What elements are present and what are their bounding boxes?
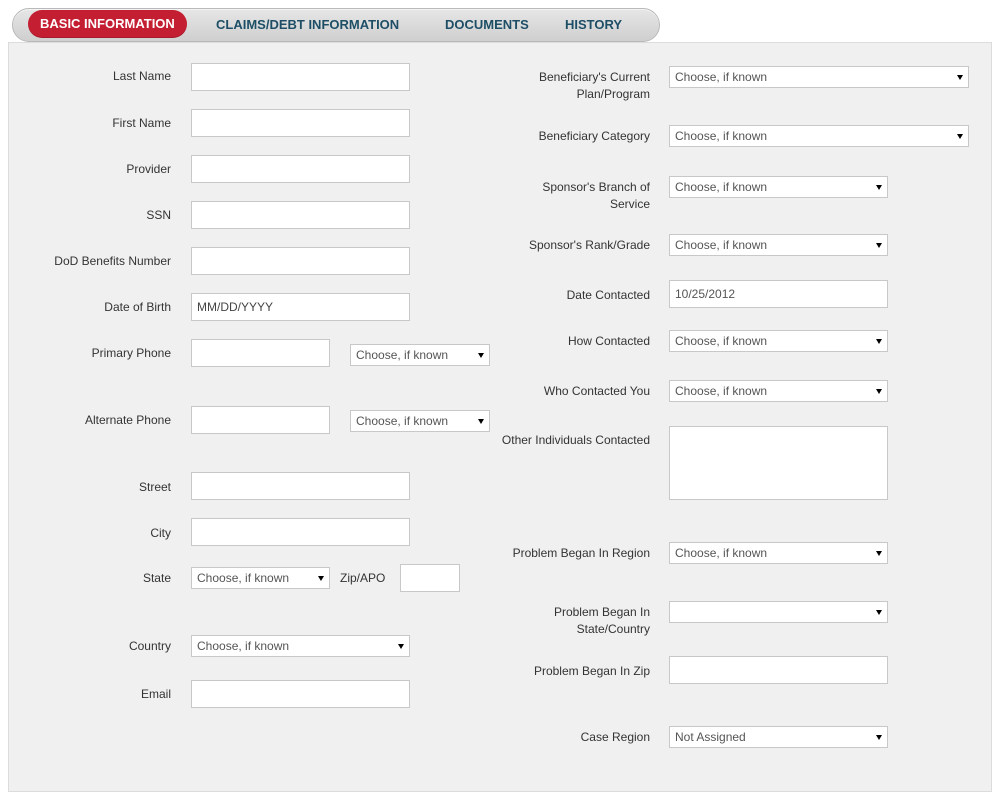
- city-label: City: [150, 526, 171, 540]
- first-name-label: First Name: [112, 116, 171, 130]
- tab-documents[interactable]: DOCUMENTS: [445, 17, 529, 32]
- last-name-label: Last Name: [112, 69, 171, 83]
- who-contacted-select[interactable]: [669, 380, 888, 402]
- tab-history[interactable]: HISTORY: [565, 17, 623, 32]
- tab-claims-debt-information[interactable]: CLAIMS/DEBT INFORMATION: [216, 17, 400, 32]
- chevron-down-icon: [876, 185, 882, 190]
- chevron-down-icon: [876, 243, 882, 248]
- country-select[interactable]: [191, 635, 410, 657]
- ssn-input[interactable]: [191, 201, 410, 229]
- street-input[interactable]: [191, 472, 410, 500]
- date-of-birth-label: Date of Birth: [104, 300, 171, 314]
- sponsor-rank-value: Choose, if known: [675, 238, 768, 252]
- chevron-down-icon: [478, 353, 484, 358]
- primary-phone-label: Primary Phone: [91, 346, 171, 360]
- chevron-down-icon: [478, 419, 484, 424]
- other-individuals-textarea[interactable]: [669, 426, 888, 500]
- email-input[interactable]: [191, 680, 410, 708]
- who-contacted-value: Choose, if known: [675, 384, 768, 398]
- primary-phone-type-select[interactable]: [350, 344, 490, 366]
- basic-information-form: [8, 42, 992, 792]
- how-contacted-select[interactable]: [669, 330, 888, 352]
- email-label: Email: [140, 687, 171, 701]
- state-select[interactable]: [191, 567, 330, 589]
- other-individuals-label: Other Individuals Contacted: [501, 433, 650, 447]
- problem-state-select[interactable]: [669, 601, 888, 623]
- sponsor-rank-label: Sponsor's Rank/Grade: [528, 238, 650, 252]
- primary-phone-input[interactable]: [191, 339, 330, 367]
- beneficiary-plan-select[interactable]: [669, 66, 969, 88]
- problem-state-label: Problem Began In State/Country: [553, 605, 650, 636]
- who-contacted-label: Who Contacted You: [543, 384, 650, 398]
- chevron-down-icon: [876, 551, 882, 556]
- how-contacted-label: How Contacted: [567, 334, 650, 348]
- problem-region-select[interactable]: [669, 542, 888, 564]
- zip-apo-label: Zip/APO: [340, 571, 386, 585]
- country-label: Country: [128, 639, 171, 653]
- problem-zip-label: Problem Began In Zip: [533, 664, 650, 678]
- tab-basic-information[interactable]: BASIC INFORMATION: [28, 10, 187, 38]
- date-contacted-input[interactable]: [669, 280, 888, 308]
- provider-label: Provider: [126, 162, 171, 176]
- chevron-down-icon: [318, 576, 324, 581]
- zip-apo-input[interactable]: [400, 564, 460, 592]
- tab-bar: [12, 8, 660, 42]
- problem-zip-input[interactable]: [669, 656, 888, 684]
- date-contacted-label: Date Contacted: [566, 288, 650, 302]
- sponsor-branch-value: Choose, if known: [675, 180, 768, 194]
- sponsor-branch-select[interactable]: [669, 176, 888, 198]
- alternate-phone-input[interactable]: [191, 406, 330, 434]
- chevron-down-icon: [876, 389, 882, 394]
- beneficiary-category-label: Beneficiary Category: [538, 129, 650, 143]
- case-region-select[interactable]: [669, 726, 888, 748]
- chevron-down-icon: [876, 339, 882, 344]
- state-value: Choose, if known: [197, 571, 290, 585]
- primary-phone-type-value: Choose, if known: [356, 348, 449, 362]
- last-name-input[interactable]: [191, 63, 410, 91]
- beneficiary-plan-label: Beneficiary's Current Plan/Program: [539, 70, 650, 101]
- chevron-down-icon: [957, 75, 963, 80]
- dod-benefits-number-label: DoD Benefits Number: [54, 254, 171, 268]
- alternate-phone-type-select[interactable]: [350, 410, 490, 432]
- alternate-phone-type-value: Choose, if known: [356, 414, 449, 428]
- sponsor-branch-label: Sponsor's Branch of Service: [542, 180, 650, 211]
- provider-input[interactable]: [191, 155, 410, 183]
- sponsor-rank-select[interactable]: [669, 234, 888, 256]
- case-region-label: Case Region: [580, 730, 650, 744]
- beneficiary-category-value: Choose, if known: [675, 129, 768, 143]
- how-contacted-value: Choose, if known: [675, 334, 768, 348]
- state-label: State: [142, 571, 171, 585]
- city-input[interactable]: [191, 518, 410, 546]
- case-region-value: Not Assigned: [675, 730, 746, 744]
- date-of-birth-input[interactable]: [191, 293, 410, 321]
- chevron-down-icon: [398, 644, 404, 649]
- alternate-phone-label: Alternate Phone: [84, 413, 171, 427]
- street-label: Street: [138, 480, 171, 494]
- chevron-down-icon: [957, 134, 963, 139]
- chevron-down-icon: [876, 610, 882, 615]
- chevron-down-icon: [876, 735, 882, 740]
- problem-region-value: Choose, if known: [675, 546, 768, 560]
- problem-region-label: Problem Began In Region: [512, 546, 650, 560]
- first-name-input[interactable]: [191, 109, 410, 137]
- beneficiary-category-select[interactable]: [669, 125, 969, 147]
- beneficiary-plan-value: Choose, if known: [675, 70, 768, 84]
- dod-benefits-number-input[interactable]: [191, 247, 410, 275]
- country-value: Choose, if known: [197, 639, 290, 653]
- ssn-label: SSN: [146, 208, 171, 222]
